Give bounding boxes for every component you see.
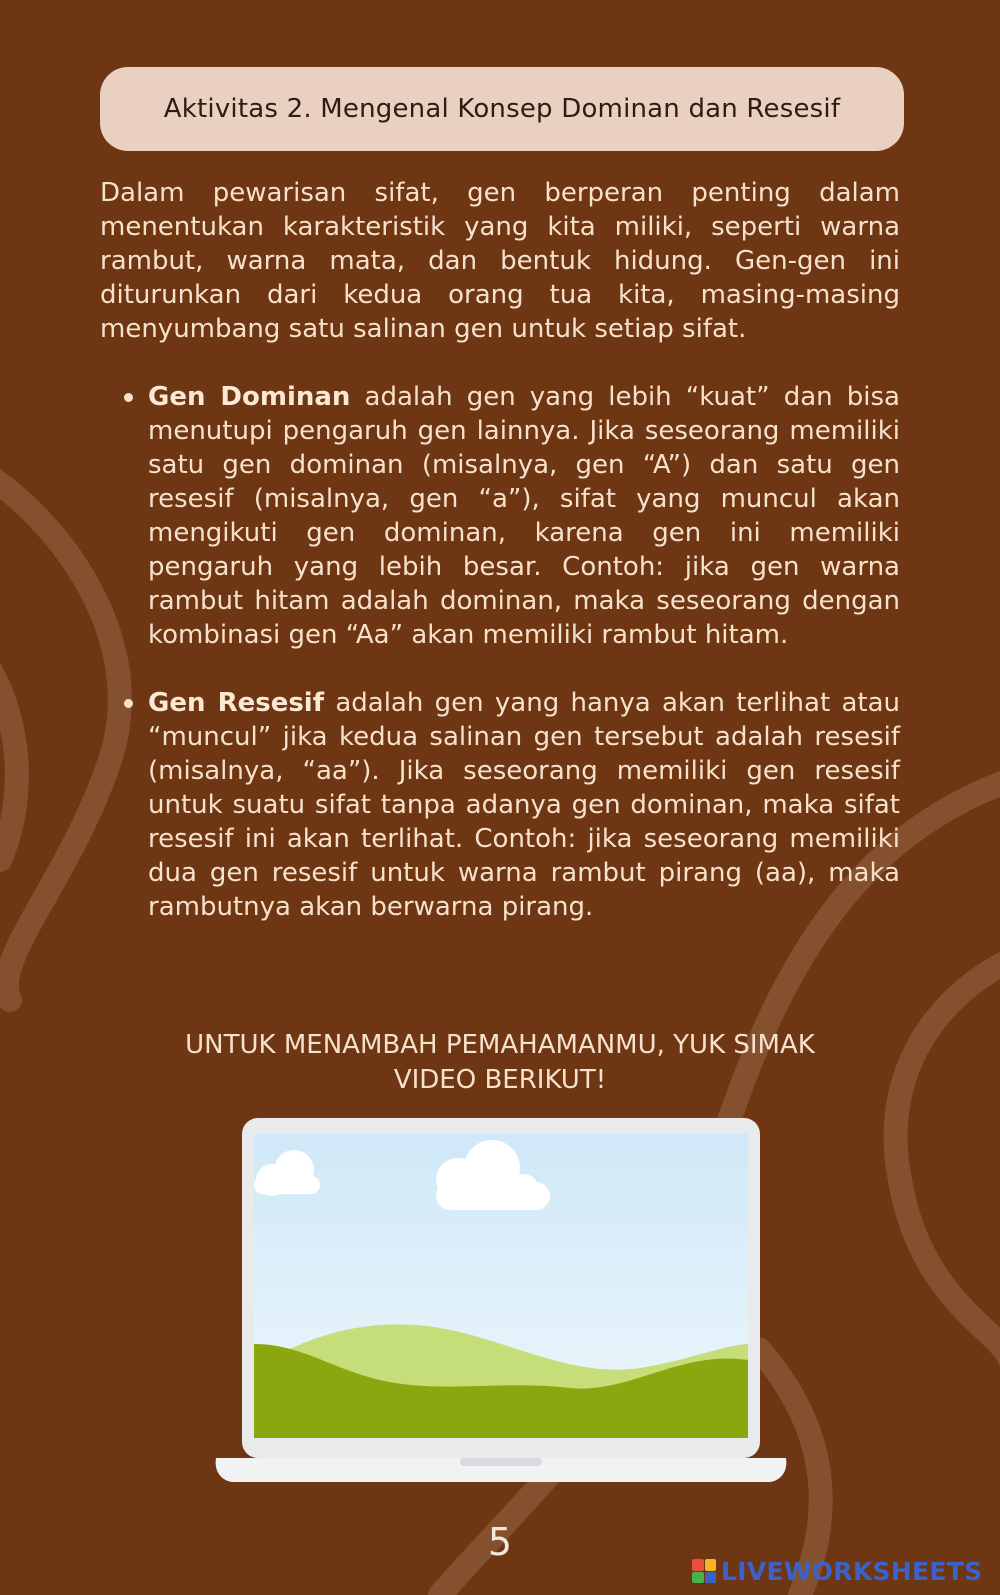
bullet-icon: [124, 393, 133, 402]
bullet-icon: [124, 699, 133, 708]
brand-name: LIVEWORKSHEETS: [721, 1556, 983, 1586]
liveworksheets-logo-icon: [692, 1559, 716, 1583]
activity-title-box: [100, 67, 904, 151]
list-item-recessive: [100, 686, 900, 924]
laptop-hinge: [460, 1458, 542, 1466]
activity-title: Aktivitas 2. Mengenal Konsep Dominan dan Resesif: [163, 94, 841, 124]
definition-dominant: adalah gen yang lebih “kuat” dan bisa menutupi pengaruh gen lainnya. Jika seseorang memiliki satu gen dominan (misalnya, gen “A”) dan satu gen resesif (misalnya, gen “a”), sifat yang muncul akan mengikuti gen dominan, karena gen ini memiliki pengaruh yang lebih besar. Contoh: jika gen warna rambut hitam adalah dominan, maka seseorang dengan kombinasi gen “Aa” akan memiliki rambut hitam.: [148, 382, 900, 650]
definition-recessive: adalah gen yang hanya akan terlihat atau “muncul” jika kedua salinan gen tersebut adalah resesif (misalnya, “aa”). Jika seseorang memiliki gen resesif untuk suatu sifat tanpa adanya gen dominan, maka sifat resesif ini akan terlihat. Contoh: jika seseorang memiliki dua gen resesif untuk warna rambut pirang (aa), maka rambutnya akan berwarna pirang.: [148, 688, 900, 922]
intro-paragraph: Dalam pewarisan sifat, gen berperan penting dalam menentukan karakteristik yang kita miliki, seperti warna rambut, warna mata, dan bentuk hidung. Gen-gen ini diturunkan dari kedua orang tua kita, masing-masing menyumbang satu salinan gen untuk setiap sifat.: [100, 178, 900, 344]
cta-line-2: VIDEO BERIKUT!: [393, 1065, 607, 1095]
cta-line-1: UNTUK MENAMBAH PEMAHAMANMU, YUK SIMAK: [185, 1030, 815, 1060]
gene-definitions-list: [100, 380, 900, 958]
term-recessive: Gen Resesif: [148, 688, 325, 718]
list-item-dominant: [100, 380, 900, 652]
liveworksheets-brand: [692, 1556, 982, 1586]
video-call-to-action: [100, 1028, 900, 1098]
page-number: 5: [487, 1520, 513, 1564]
term-dominant: Gen Dominan: [148, 382, 351, 412]
laptop-video-placeholder[interactable]: [210, 1118, 792, 1498]
